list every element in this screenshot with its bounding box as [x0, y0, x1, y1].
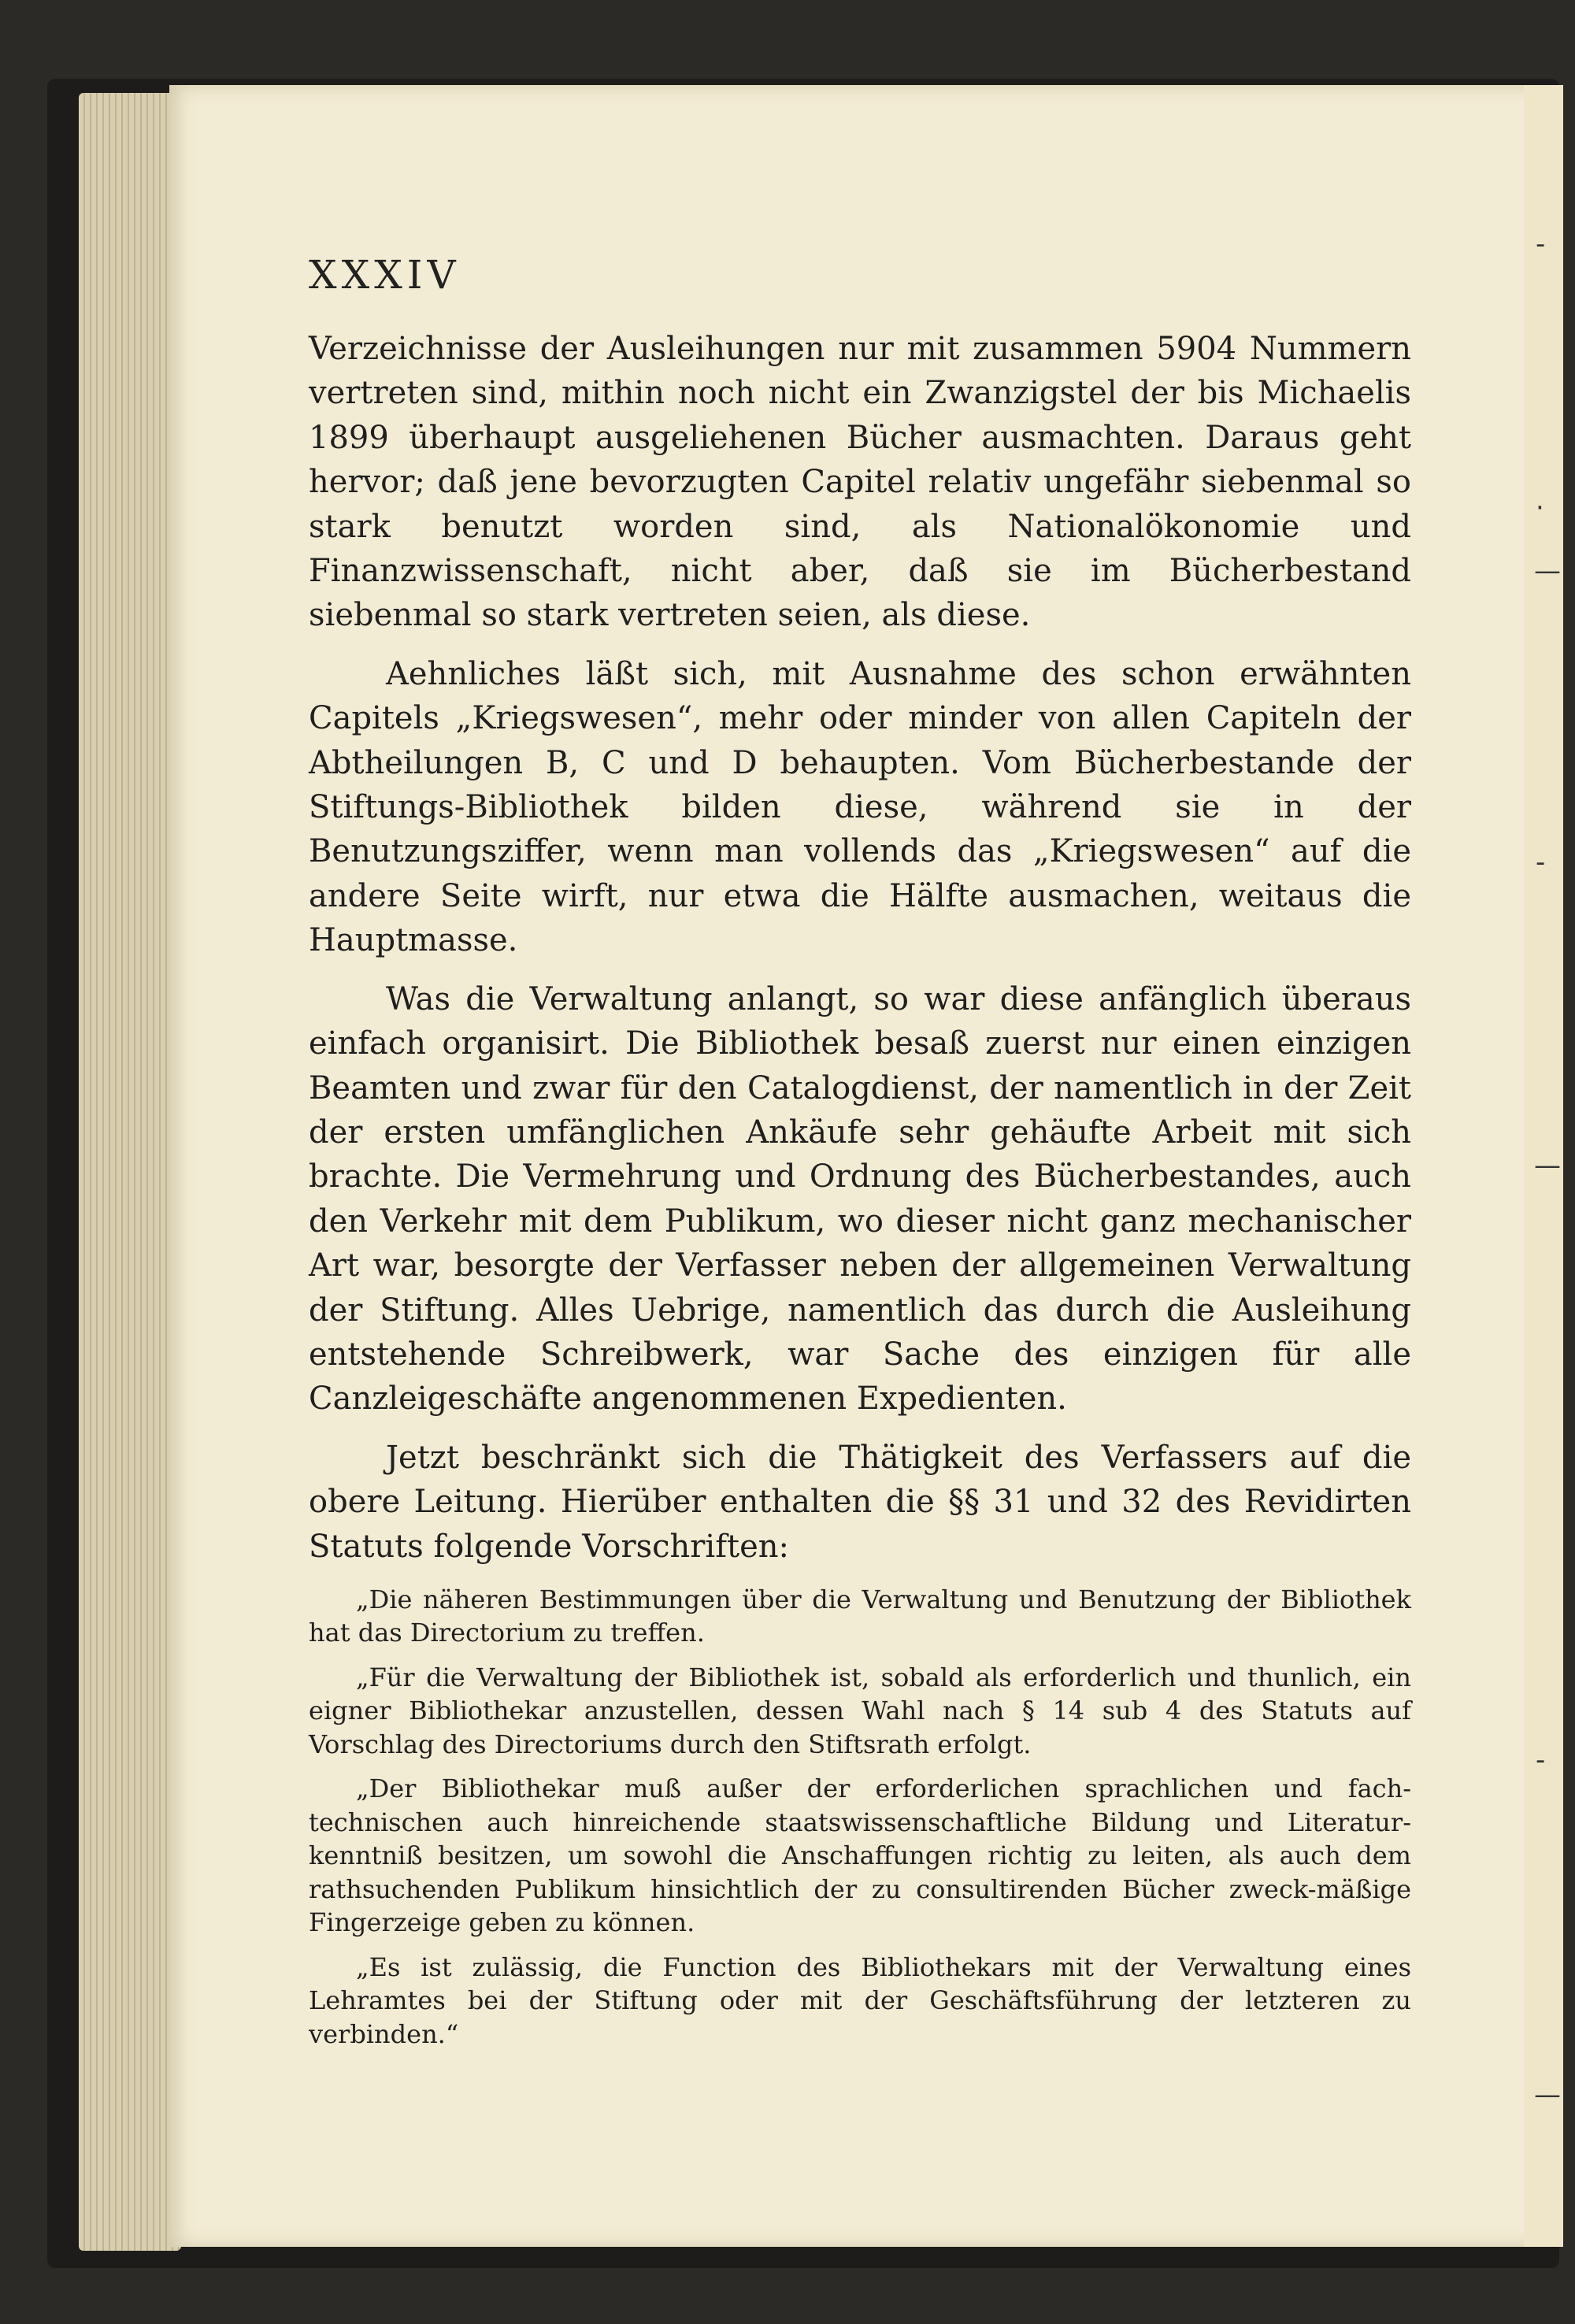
- margin-mark: -: [1536, 1744, 1546, 1776]
- quote-paragraph: „Die näheren Bestimmungen über die Verwaltung und Benutzung der Bibliothek hat das Directorium zu treffen.: [309, 1584, 1411, 1648]
- paragraph: Was die Verwaltung anlangt, so war diese anfänglich überaus einfach organisirt. Die Bibliothek besaß zuerst nur einen einzigen Beamten und zwar für den Catalogdienst, der namentlich in der Zeit der ersten umfänglichen Ankäufe sehr gehäufte Arbeit mit sich brachte. Die Vermehrung und Ordnung des Bücherbestandes, auch den Verkehr mit dem Publikum, wo dieser nicht ganz mechanischer Art war, besorgte der Verfasser neben der allgemeinen Verwaltung der Stiftung. Alles Uebrige, namentlich das durch die Ausleihung entstehende Schreibwerk, war Sache des einzigen für alle Canzleigeschäfte angenommenen Expedienten.: [309, 980, 1411, 1418]
- margin-mark: ·: [1536, 492, 1544, 524]
- quote-paragraph: „Für die Verwaltung der Bibliothek ist, sobald als erforderlich und thunlich, ein eigner Bibliothekar anzustellen, dessen Wahl nach § 14 sub 4 des Statuts auf Vorschlag des Directoriums durch den Stiftsrath erfolgt.: [309, 1662, 1411, 1759]
- margin-mark: -: [1536, 847, 1546, 878]
- paragraph: Verzeichnisse der Ausleihungen nur mit zusammen 5904 Nummern vertreten sind, mithin noch nicht ein Zwanzigstel der bis Michaelis 1899 überhaupt ausgeliehenen Bücher ausmachten. Daraus geht hervor; daß jene bevorzugten Capitel relativ ungefähr siebenmal so stark benutzt worden sind, als Nationalökonomie und Finanzwissenschaft, nicht aber, daß sie im Bücherbestand siebenmal so stark vertreten seien, als diese.: [309, 331, 1411, 634]
- margin-mark: —: [1534, 1150, 1561, 1181]
- margin-mark: -: [1536, 228, 1546, 260]
- paragraph: Aehnliches läßt sich, mit Ausnahme des schon erwähnten Capitels „Kriegswesen“, mehr oder minder von allen Capiteln der Abtheilungen B, C und D behaupten. Vom Bücherbestande der Stiftungs-Bibliothek bilden diese, während sie in der Benutzungsziffer, wenn man vollends das „Kriegswesen“ auf die andere Seite wirft, nur etwa die Hälfte ausmachen, weitaus die Hauptmasse.: [309, 655, 1411, 959]
- page-body: [309, 327, 1411, 2062]
- margin-mark: —: [1534, 2079, 1561, 2111]
- statute-quote: [309, 1583, 1411, 2052]
- paragraph: Jetzt beschränkt sich die Thätigkeit des Verfassers auf die obere Leitung. Hierüber enthalten die §§ 31 und 32 des Revidirten Statuts folgende Vorschriften:: [309, 1439, 1411, 1565]
- page-stack-edge: [79, 93, 181, 2251]
- page-number: XXXIV: [309, 252, 461, 298]
- quote-paragraph: „Der Bibliothekar muß außer der erforderlichen sprachlichen und fach-technischen auch hinreichende staatswissenschaftliche Bildung und Literatur-kenntniß besitzen, um sowohl die Anschaffungen richtig zu leiten, als auch dem rathsuchenden Publikum hinsichtlich der zu consultirenden Bücher zweck-mäßige Fingerzeige geben zu können.: [309, 1774, 1411, 1938]
- margin-mark: —: [1534, 555, 1561, 587]
- quote-paragraph: „Es ist zulässig, die Function des Bibliothekars mit der Verwaltung eines Lehramtes bei der Stiftung oder mit der Geschäftsführung der letzteren zu verbinden.“: [309, 1951, 1411, 2049]
